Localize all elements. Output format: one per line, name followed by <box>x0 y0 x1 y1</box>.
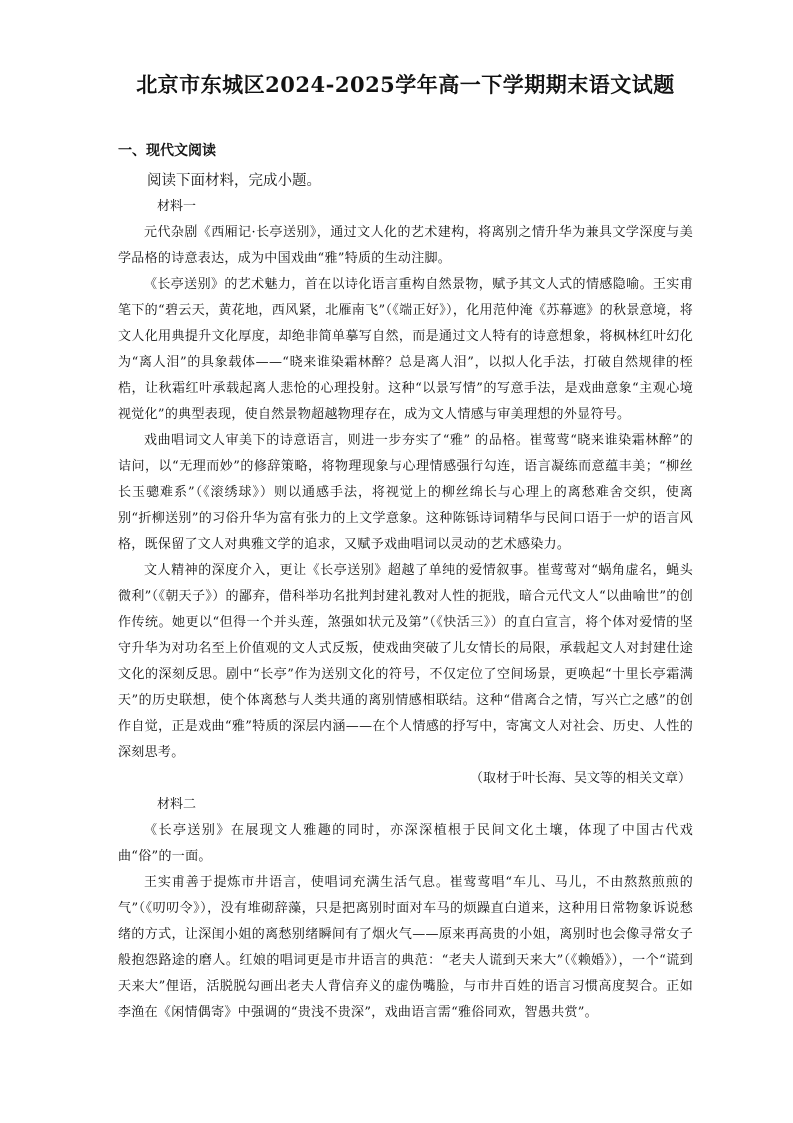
material-one-label: 材料一 <box>157 199 197 214</box>
page-title: 北京市东城区2024-2025学年高一下学期期末语文试题 <box>136 72 675 97</box>
section-heading: 一、现代文阅读 <box>118 143 216 159</box>
material-one-source: （取材于叶长海、吴文等的相关文章） <box>469 771 691 786</box>
material-two-label: 材料二 <box>157 797 197 812</box>
material-one-paragraph: 元代杂剧《西厢记·长亭送别》，通过文人化的艺术建构，将离别之情升华为兼具文学深度与美学品格的诗意表达，成为中国戏曲“雅”特质的生动注脚。 <box>118 225 693 266</box>
instruction-text: 阅读下面材料，完成小题。 <box>147 173 321 189</box>
material-two-paragraph: 《长亭送别》在展现文人雅趣的同时，亦深深植根于民间文化土壤，体现了中国古代戏曲“俗”的一面。 <box>118 823 693 864</box>
material-one-paragraph: 《长亭送别》的艺术魅力，首在以诗化语言重构自然景物，赋予其文人式的情感隐喻。王实甫笔下的“碧云天，黄花地，西风紧，北雁南飞”（《端正好》），化用范仲淹《苏幕遮》的秋景意境，将文人化用典提升文化厚度，却绝非简单摹写自然，而是通过文人特有的诗意想象，将枫林红叶幻化为“离人泪”的具象载体——“晓来谁染霜林醉？总是离人泪”，以拟人化手法，打破自然规律的桎梏，让秋霜红叶承载起离人悲怆的心理投射。这种“以景写情”的写意手法，是戏曲意象“主观心境视觉化”的典型表现，使自然景物超越物理存在，成为文人情感与审美理想的外显符号。 <box>118 277 693 422</box>
material-one-paragraph: 戏曲唱词文人审美下的诗意语言，则进一步夯实了“雅” 的品格。崔莺莺“晓来谁染霜林醉”的诘问，以“无理而妙”的修辞策略，将物理现象与心理情感强行勾连，语言凝练而意蕴丰美；“柳丝长玉骢难系”（《滚绣球》）则以通感手法，将视觉上的柳丝绵长与心理上的离愁难舍交织，使离别“折柳送别”的习俗升华为富有张力的上文学意象。这种陈铄诗词精华与民间口语于一炉的语言风格，既保留了文人对典雅文学的追求，又赋予戏曲唱词以灵动的艺术感染力。 <box>118 433 693 552</box>
material-two-paragraph: 王实甫善于提炼市井语言，使唱词充满生活气息。崔莺莺唱“车儿、马儿，不由熬熬煎煎的气”（《叨叨令》），没有堆砌辞藻，只是把离别时面对车马的烦躁直白道来，这种用日常物象诉说愁绪的方式，让深闺小姐的离愁别绪瞬间有了烟火气——原来再高贵的小姐，离别时也会像寻常女子般抱怨路途的磨人。红娘的唱词更是市井语言的典范：“老夫人谎到天来大”（《赖婚》），一个“谎到天来大”俚语，活脱脱勾画出老夫人背信弃义的虚伪嘴脸，与市井百姓的语言习惯高度契合。正如李渔在《闲情偶寄》中强调的“贵浅不贵深”，戏曲语言需“雅俗同欢，智愚共赏”。 <box>118 875 693 1020</box>
material-one-paragraph: 文人精神的深度介入，更让《长亭送别》超越了单纯的爱情叙事。崔莺莺对“蜗角虚名，蝇头微利”（《朝天子》）的鄙弃，借科举功名批判封建礼教对人性的扼戕，暗合元代文人“以曲喻世”的创作传统。她更以“但得一个并头莲，煞强如状元及第”（《快活三》）的直白宣言，将个体对爱情的坚守升华为对功名至上价值观的文人式反叛，使戏曲突破了儿女情长的局限，承载起文人对封建仕途文化的深刻反思。剧中“长亭”作为送别文化的符号，不仅定位了空间场景，更唤起“十里长亭霜满天”的历史联想，使个体离愁与人类共通的离别情感相联结。这种“借离合之情，写兴亡之感”的创作自觉，正是戏曲“雅”特质的深层内涵——在个人情感的抒写中，寄寓文人对社会、历史、人性的深刻思考。 <box>118 563 693 760</box>
